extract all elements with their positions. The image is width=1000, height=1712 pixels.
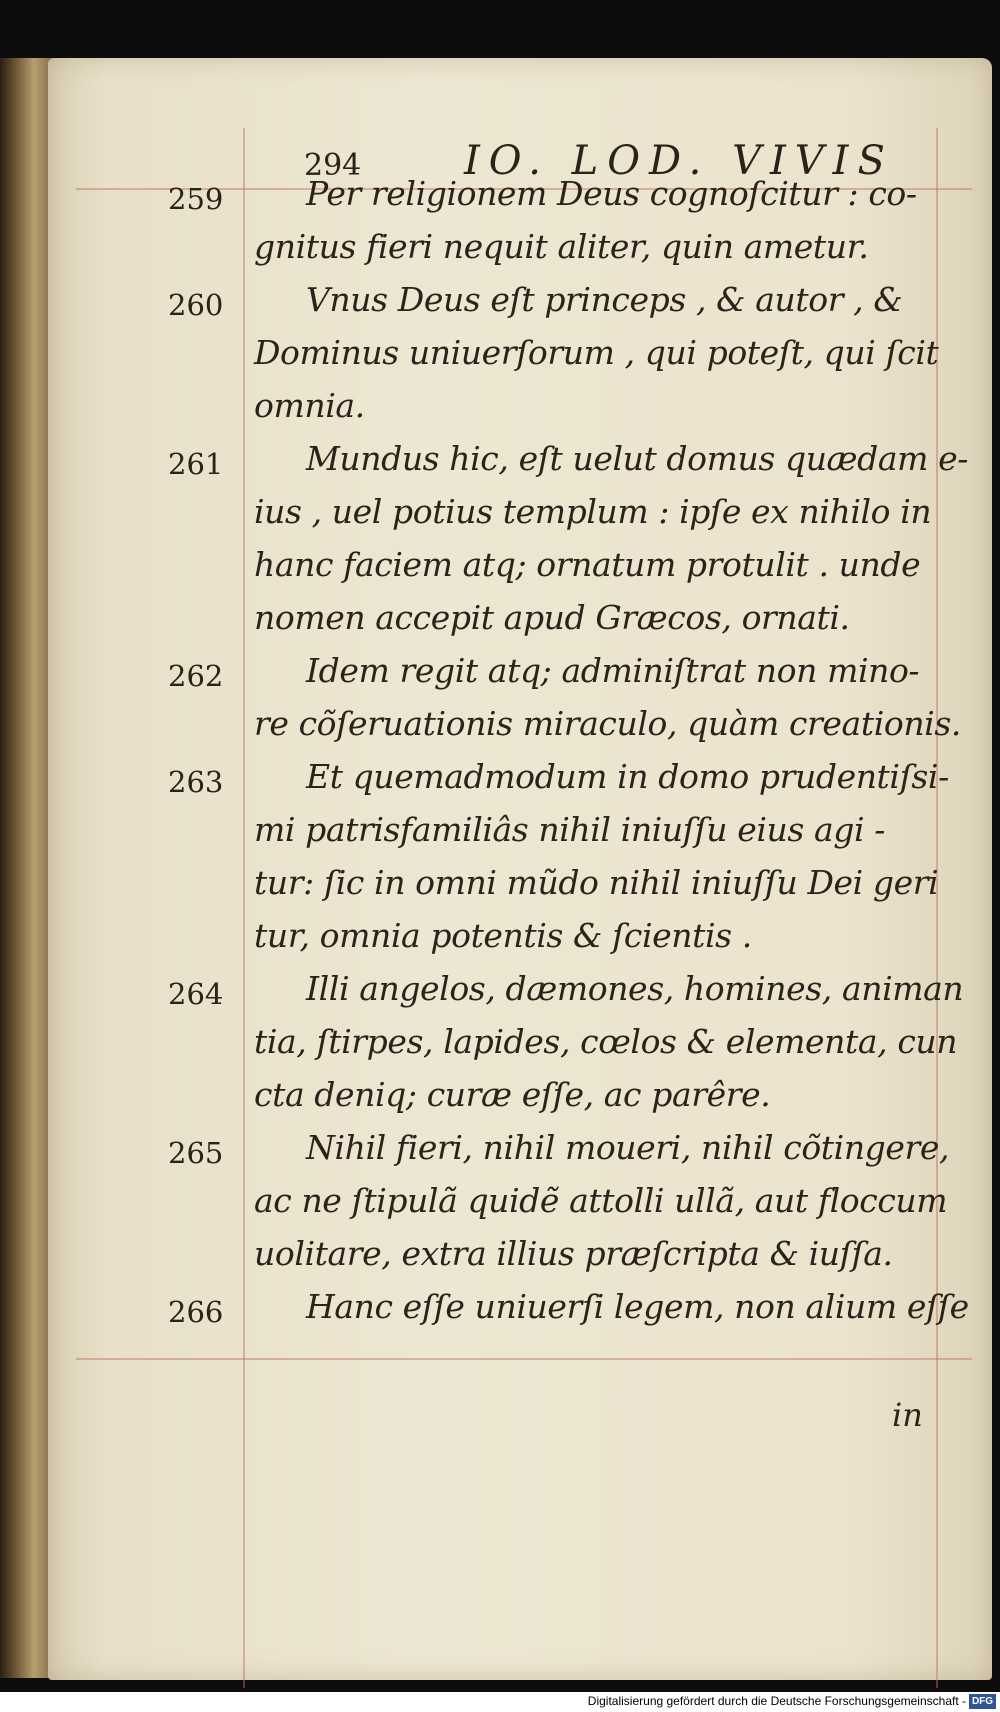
text-line: cta deniq; curæ eſſe, ac parêre.: [254, 1075, 771, 1114]
text-line: Per religionem Deus cognoſcitur : co-: [306, 174, 917, 213]
text-line: ac ne ſtipulã quidẽ attolli ullã, aut floccum: [254, 1181, 948, 1220]
paragraph-number: 266: [168, 1295, 224, 1329]
running-title: IO. LOD. VIVIS: [464, 138, 894, 184]
text-line: omnia.: [254, 386, 365, 425]
paragraph-number: 260: [168, 288, 224, 322]
paragraph-number: 265: [168, 1136, 224, 1170]
text-line: Illi angelos, dæmones, homines, animan: [306, 969, 964, 1008]
paragraph-number: 263: [168, 765, 224, 799]
text-line: Dominus uniuerſorum , qui poteſt, qui ſcit: [254, 333, 939, 372]
ruled-line-left: [243, 128, 245, 1688]
text-line: tia, ſtirpes, lapides, cœlos & elementa, cun: [254, 1022, 958, 1061]
text-line: gnitus fieri nequit aliter, quin ametur.: [254, 227, 869, 266]
text-line: re cõſeruationis miraculo, quàm creationis.: [254, 704, 961, 743]
text-line: Et quemadmodum in domo prudentiſsi-: [306, 757, 949, 796]
ruled-line-bottom: [76, 1358, 972, 1360]
book-page: [48, 58, 992, 1680]
text-line: Mundus hic, eſt uelut domus quædam e-: [306, 439, 969, 478]
paragraph-number: 259: [168, 182, 224, 216]
text-line: Idem regit atq; adminiſtrat non mino-: [306, 651, 920, 690]
catchword: in: [892, 1396, 923, 1434]
paragraph-number: 262: [168, 659, 224, 693]
text-line: uolitare, extra illius præſcripta & iuſſa.: [254, 1234, 893, 1273]
paragraph-number: 264: [168, 977, 224, 1011]
footer-bar: [0, 1692, 1000, 1712]
page-number: 294: [304, 148, 362, 183]
text-line: tur, omnia potentis & ſcientis .: [254, 916, 752, 955]
dfg-logo: DFG: [969, 1694, 996, 1709]
text-line: hanc faciem atq; ornatum protulit . unde: [254, 545, 921, 584]
text-line: Hanc eſſe uniuerſi legem, non alium eſſe: [306, 1287, 969, 1326]
text-line: nomen accepit apud Græcos, ornati.: [254, 598, 850, 637]
footer-credit: Digitalisierung gefördert durch die Deutsche Forschungsgemeinschaft -: [587, 1694, 966, 1708]
text-line: tur: ſic in omni mũdo nihil iniuſſu Dei geri: [254, 863, 939, 902]
text-line: mi patrisfamiliâs nihil iniuſſu eius agi -: [254, 810, 886, 849]
paragraph-number: 261: [168, 447, 224, 481]
text-line: ius , uel potius templum : ipſe ex nihilo in: [254, 492, 932, 531]
text-line: Nihil fieri, nihil moueri, nihil cõtingere,: [306, 1128, 950, 1167]
text-line: Vnus Deus eſt princeps , & autor , &: [306, 280, 903, 319]
